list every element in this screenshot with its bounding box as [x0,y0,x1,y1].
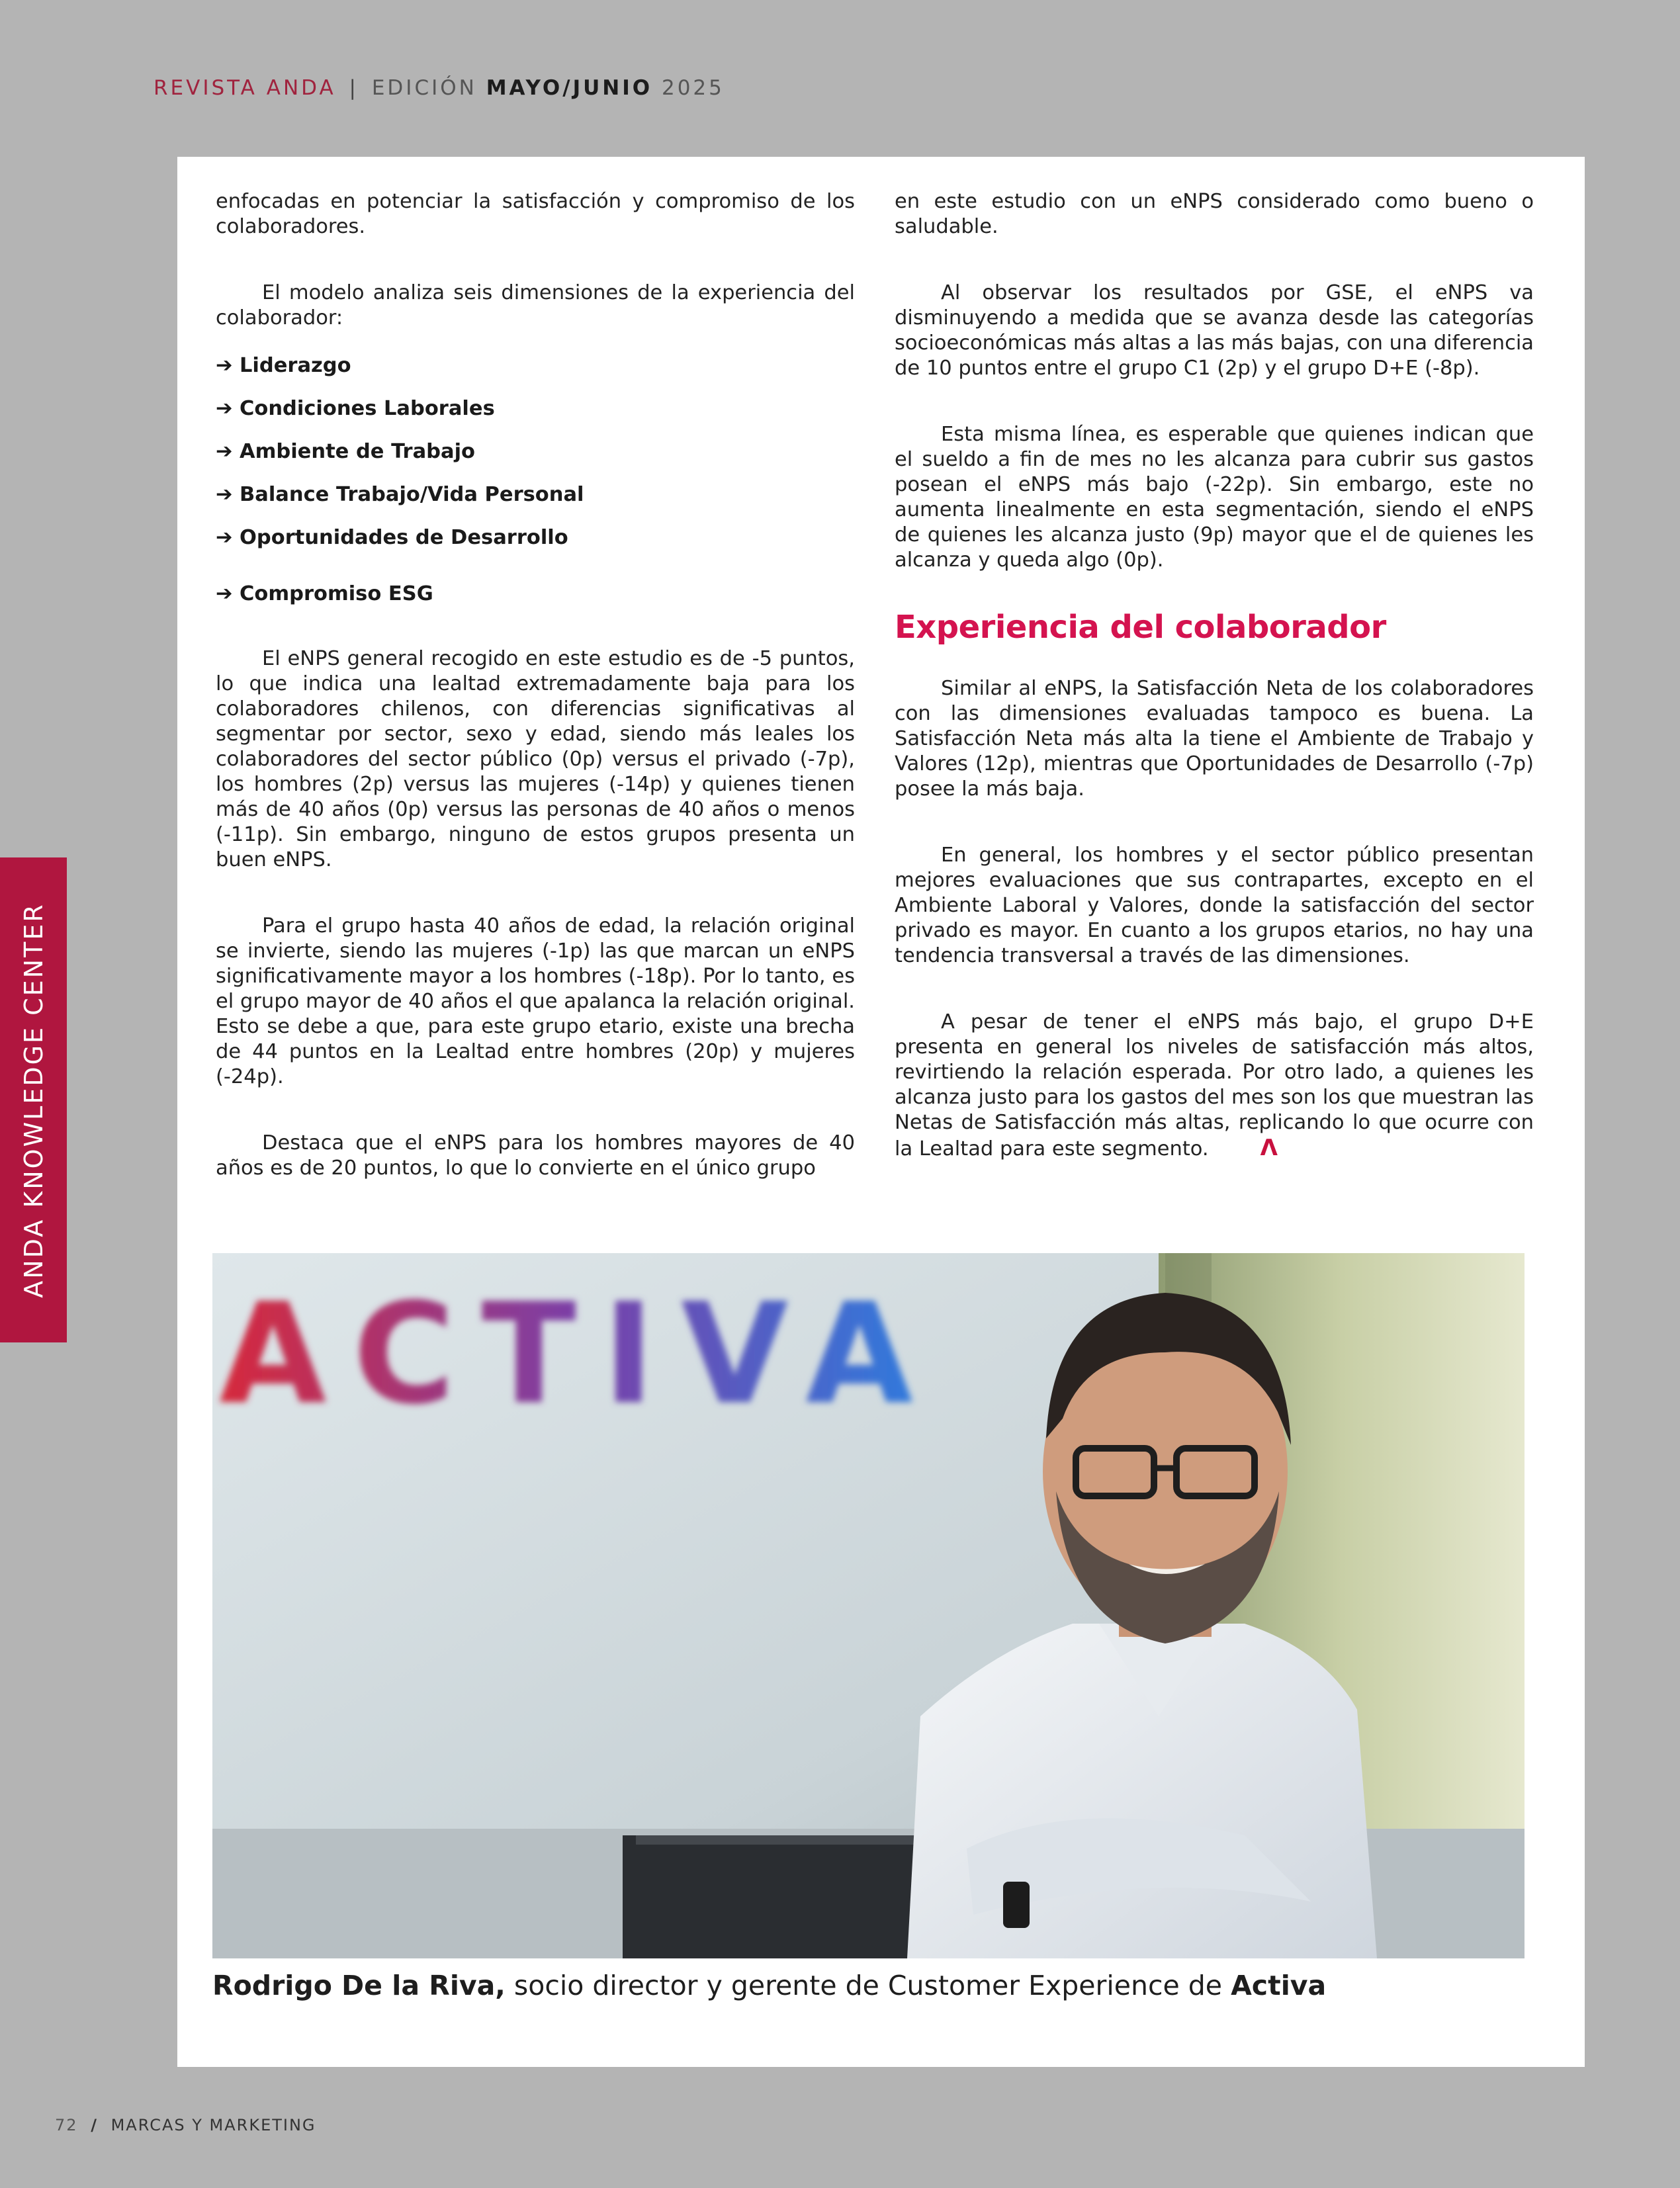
list-item: ➔ Balance Trabajo/Vida Personal [216,483,584,506]
side-tab-label: ANDA KNOWLEDGE CENTER [19,902,48,1298]
arrow-icon: ➔ [216,483,233,506]
arrow-icon: ➔ [216,354,233,377]
left-column [216,189,855,1222]
footer-slash: / [91,2116,98,2134]
arrow-icon: ➔ [216,526,233,549]
footer-section: MARCAS Y MARKETING [111,2116,316,2134]
caption-company: Activa [1231,1970,1327,2001]
portrait-illustration [212,1253,1525,1958]
section-heading: Experiencia del colaborador [895,609,1386,646]
caption-role: socio director y gerente de Customer Experience de [505,1970,1231,2001]
left-paragraph-5: Destaca que el eNPS para los hombres mayores de 40 años es de 20 puntos, lo que lo convierte en el único grupo [216,1131,855,1180]
list-item: ➔ Condiciones Laborales [216,397,495,420]
list-item: ➔ Oportunidades de Desarrollo [216,526,568,549]
portrait-photo [212,1253,1525,1958]
right-paragraph-6: A pesar de tener el eNPS más bajo, el grupo D+E presenta en general los niveles de satisfacción más altos, revirtiendo la relación esperada. Por otro lado, a quienes les alcanza justo para los gastos del mes son los que muestran las Netas de Satisfacción más altas, replicando lo que ocurre con la Lealtad para este segmento. Λ [895,1010,1534,1161]
caption-person-name: Rodrigo De la Riva, [212,1970,506,2001]
right-paragraph-1: en este estudio con un eNPS considerado como bueno o saludable. [895,190,1534,238]
right-paragraph-4: Similar al eNPS, la Satisfacción Neta de los colaboradores con las dimensiones evaluadas tampoco es buena. La Satisfacción Neta más alta la tiene el Ambiente de Trabajo y Valores (12p), mientras que Oportunidades de Desarrollo (-7p) posee la más baja. [895,677,1534,801]
wall-logo: ACTIVA [219,1273,940,1435]
arrow-icon: ➔ [216,582,233,605]
right-paragraph-5: En general, los hombres y el sector público presentan mejores evaluaciones que sus contrapartes, excepto en el Ambiente Laboral y Valores, donde la satisfacción del sector privado es mayor. En cuanto a los grupos etarios, no hay una tendencia transversal a través de las dimensiones. [895,844,1534,967]
left-paragraph-4: Para el grupo hasta 40 años de edad, la relación original se invierte, siendo las mujeres (-1p) las que marcan un eNPS significativamente mayor a los hombres (-18p). Por lo tanto, es el grupo mayor de 40 años el que apalanca la relación original. Esto se debe a que, para este grupo etario, existe una brecha de 44 puntos en la Lealtad entre hombres (20p) y mujeres (-24p). [216,914,855,1088]
left-paragraph-1: enfocadas en potenciar la satisfacción y compromiso de los colaboradores. [216,190,855,238]
magazine-name: REVISTA ANDA [154,76,336,100]
section-side-tab [0,857,67,1342]
article-page [177,157,1585,2067]
photo-caption [212,1968,1525,2003]
edition-months: MAYO/JUNIO [486,76,653,100]
anda-end-mark-icon: Λ [1260,1135,1278,1161]
list-item: ➔ Liderazgo [216,354,351,377]
list-item: ➔ Ambiente de Trabajo [216,440,475,463]
page-header [154,76,725,100]
left-paragraph-2: El modelo analiza seis dimensiones de la experiencia del colaborador: [216,281,855,329]
arrow-icon: ➔ [216,440,233,463]
page-footer [55,2116,316,2134]
list-item: ➔ Compromiso ESG [216,582,433,605]
left-paragraph-3: El eNPS general recogido en este estudio es de -5 puntos, lo que indica una lealtad extremadamente baja para los colaboradores chilenos, con diferencias significativas al segmentar por sector, sexo y edad, siendo más leales los colaboradores del sector público (0p) versus el privado (-7p), los hombres (2p) versus las mujeres (-14p) y quienes tienen más de 40 años (0p) versus las personas de 40 años o menos (-11p). Sin embargo, ninguno de estos grupos presenta un buen eNPS. [216,647,855,871]
right-paragraph-3: Esta misma línea, es esperable que quienes indican que el sueldo a fin de mes no les alcanza para cubrir sus gastos posean el eNPS más bajo (-22p). Sin embargo, este no aumenta linealmente en esta segmentación, siendo el eNPS de quienes les alcanza justo (9p) mayor que el de quienes les alcanza y queda algo (0p). [895,423,1534,572]
arrow-icon: ➔ [216,397,233,420]
edition-year: 2025 [661,76,725,100]
edition-label: EDICIÓN [371,76,477,100]
dimensions-list [216,353,855,607]
header-separator: | [349,76,359,100]
page-number: 72 [55,2116,78,2134]
right-column [895,189,1534,1203]
right-paragraph-2: Al observar los resultados por GSE, el eNPS va disminuyendo a medida que se avanza desde las categorías socioeconómicas más altas a las más bajas, con una diferencia de 10 puntos entre el grupo C1 (2p) y el grupo D+E (-8p). [895,281,1534,380]
